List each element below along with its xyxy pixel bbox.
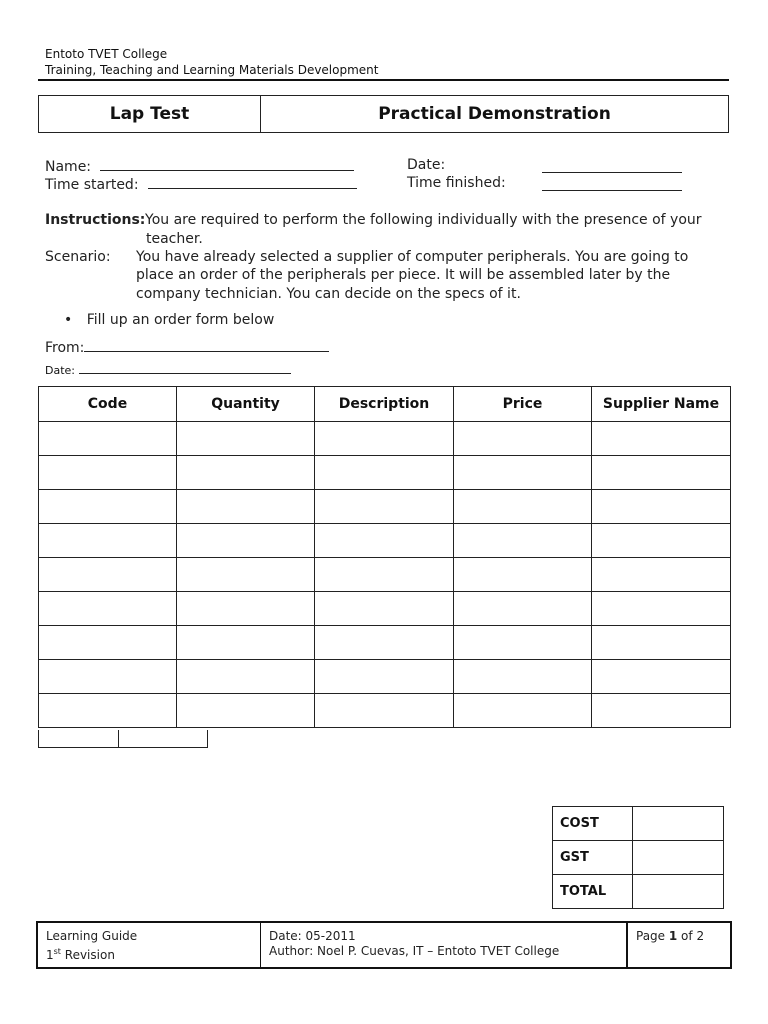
bullet-item [64,311,274,330]
table-cell[interactable] [39,456,177,490]
instructions-text-line2: teacher. [146,231,203,247]
form-date-label: Date: [45,364,75,377]
table-cell[interactable] [315,694,454,728]
time-finished-field[interactable] [542,176,682,195]
table-row [39,524,731,558]
title-box-left [39,96,261,132]
table-cell[interactable] [592,592,731,626]
time-finished-label: Time finished: [407,175,506,191]
date-field[interactable] [542,158,682,177]
order-table-header [39,387,731,422]
table-cell[interactable] [454,694,592,728]
col-quantity: Quantity [177,387,315,422]
footer-revision [46,944,252,963]
title-box-right [261,96,728,132]
header-rule [38,79,729,81]
table-cell[interactable] [39,592,177,626]
extra-cells-box [38,730,208,748]
from-label: From: [45,340,85,356]
instructions-text-line1: You are required to perform the following individually with the presence of your [145,212,702,228]
footer-page-cell [628,923,730,967]
table-cell[interactable] [39,558,177,592]
page-mid: of [677,929,697,943]
footer-author: Author: Noel P. Cuevas, IT – Entoto TVET College [269,944,560,958]
table-cell[interactable] [315,456,454,490]
table-row [39,626,731,660]
form-date-blank[interactable] [79,362,291,374]
table-cell[interactable] [315,660,454,694]
footer-guide: Learning Guide [46,929,138,943]
revision-number: 1 [46,948,54,962]
table-cell[interactable] [592,422,731,456]
scenario-line2: place an order of the peripherals per piece. It will be assembled later by the [136,267,671,283]
gst-value-cell[interactable] [633,841,724,875]
date-blank[interactable] [542,158,682,173]
table-cell[interactable] [39,524,177,558]
table-row [39,660,731,694]
gst-label: GST [553,841,633,875]
table-cell[interactable] [315,490,454,524]
table-cell[interactable] [592,626,731,660]
table-cell[interactable] [315,626,454,660]
footer-meta-cell [261,923,628,967]
name-field[interactable] [45,156,354,176]
name-blank[interactable] [100,156,354,171]
table-cell[interactable] [315,422,454,456]
col-price: Price [454,387,592,422]
page-number [636,929,722,944]
table-row [39,456,731,490]
title-box [38,95,729,133]
time-started-field[interactable] [45,174,357,194]
time-started-blank[interactable] [148,174,357,189]
table-cell[interactable] [177,524,315,558]
table-cell[interactable] [454,592,592,626]
instructions-label [45,211,145,230]
time-started-label: Time started: [45,177,139,193]
col-supplier-name: Supplier Name [592,387,731,422]
page-total: 2 [696,929,705,943]
form-date-field[interactable] [45,362,291,378]
col-description: Description [315,387,454,422]
extra-cells-divider [118,730,119,747]
table-cell[interactable] [454,422,592,456]
table-cell[interactable] [454,524,592,558]
table-row [39,422,731,456]
cost-value-cell[interactable] [633,807,724,841]
cost-label: COST [553,807,633,841]
table-cell[interactable] [177,490,315,524]
table-cell[interactable] [592,694,731,728]
totals-table [552,806,724,909]
table-cell[interactable] [454,456,592,490]
instructions-label-text: Instructions: [45,212,146,228]
from-field[interactable] [45,337,329,357]
page-prefix: Page [636,929,669,943]
table-cell[interactable] [592,558,731,592]
table-cell[interactable] [592,660,731,694]
totals-row-cost [553,807,724,841]
table-cell[interactable] [39,422,177,456]
table-cell[interactable] [177,422,315,456]
time-finished-blank[interactable] [542,176,682,191]
table-cell[interactable] [177,694,315,728]
table-cell[interactable] [177,660,315,694]
table-row [39,592,731,626]
table-row [39,694,731,728]
table-cell[interactable] [592,524,731,558]
total-label: TOTAL [553,875,633,909]
name-label: Name: [45,159,92,175]
header-subtitle: Training, Teaching and Learning Materials Development [45,63,379,77]
lap-test-title: Lap Test [109,104,190,124]
from-blank[interactable] [84,337,329,352]
college-name: Entoto TVET College [45,47,168,61]
table-cell[interactable] [39,490,177,524]
table-cell[interactable] [177,626,315,660]
revision-text: Revision [60,948,115,962]
date-label: Date: [407,157,446,173]
table-cell[interactable] [454,660,592,694]
table-cell[interactable] [39,694,177,728]
table-cell[interactable] [592,490,731,524]
practical-demo-title: Practical Demonstration [378,104,611,124]
table-cell[interactable] [177,592,315,626]
totals-row-gst [553,841,724,875]
totals-row-total [553,875,724,909]
table-cell[interactable] [454,490,592,524]
table-cell[interactable] [315,558,454,592]
footer-date: Date: 05-2011 [269,929,356,943]
scenario-line1: You have already selected a supplier of computer peripherals. You are going to [136,249,689,265]
order-table [38,386,731,728]
scenario-line3: company technician. You can decide on the specs of it. [136,286,521,302]
total-value-cell[interactable] [633,875,724,909]
table-row [39,558,731,592]
table-cell[interactable] [177,558,315,592]
table-cell[interactable] [39,660,177,694]
table-cell[interactable] [177,456,315,490]
col-code: Code [39,387,177,422]
footer-guide-cell [38,923,261,967]
table-cell[interactable] [315,592,454,626]
bullet-text: Fill up an order form below [86,312,275,328]
table-cell[interactable] [592,456,731,490]
bullet-icon: • [64,312,73,328]
page-current: 1 [668,929,678,943]
revision-suffix: st [53,947,61,956]
table-cell[interactable] [315,524,454,558]
table-cell[interactable] [454,558,592,592]
table-cell[interactable] [454,626,592,660]
scenario-label: Scenario: [45,249,111,265]
table-row [39,490,731,524]
page-footer [36,921,732,969]
table-cell[interactable] [39,626,177,660]
